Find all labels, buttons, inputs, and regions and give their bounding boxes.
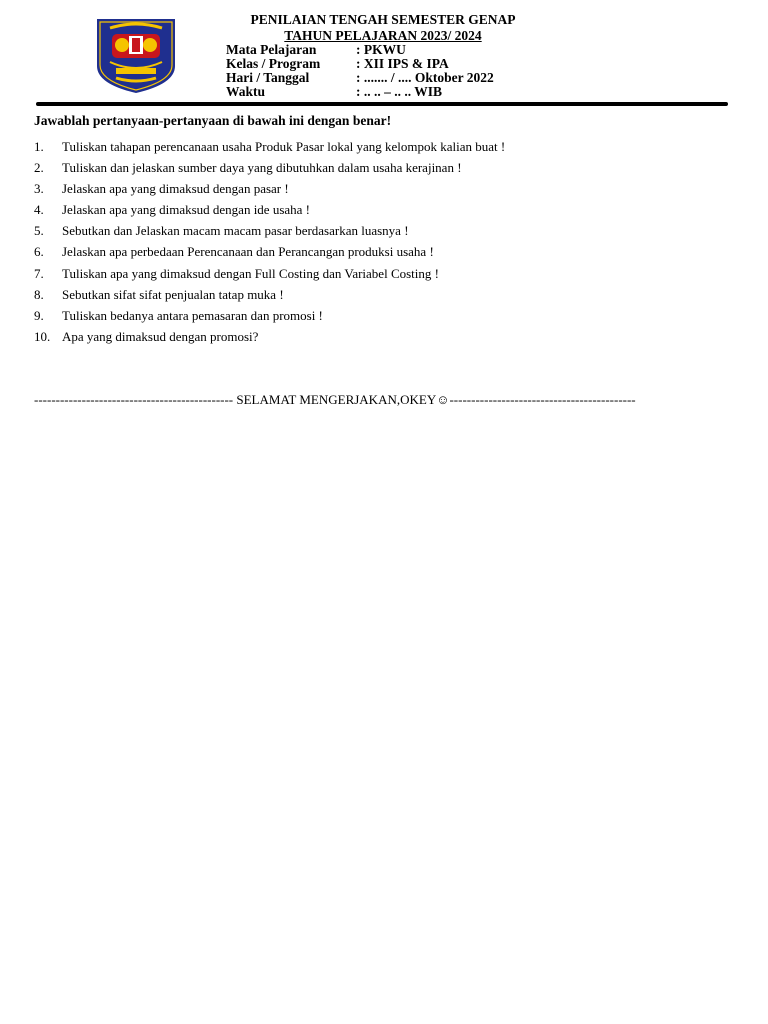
info-row-date <box>226 71 494 85</box>
academic-year: TAHUN PELAJARAN 2023/ 2024 <box>284 28 482 43</box>
question-text: Apa yang dimaksud dengan promosi? <box>62 328 259 344</box>
question-item <box>34 244 505 265</box>
exam-title: PENILAIAN TENGAH SEMESTER GENAP <box>250 12 516 27</box>
question-number: 4. <box>34 202 44 218</box>
question-text: Tuliskan tahapan perencanaan usaha Produk Pasar lokal yang kelompok kalian buat ! <box>62 139 506 154</box>
question-item <box>34 139 505 160</box>
header-divider <box>36 102 728 106</box>
info-value: : .. .. – .. .. WIB <box>356 84 443 99</box>
school-logo <box>96 18 176 94</box>
question-text: Sebutkan sifat sifat penjualan tatap muka ! <box>62 286 284 302</box>
question-item <box>34 329 505 350</box>
question-number: 2. <box>34 160 44 176</box>
question-text: Tuliskan dan jelaskan sumber daya yang dibutuhkan dalam usaha kerajinan ! <box>62 160 462 176</box>
info-row-time <box>226 85 494 99</box>
question-number: 10. <box>34 328 51 344</box>
question-item <box>34 266 505 287</box>
question-item <box>34 202 505 223</box>
info-label: Hari / Tanggal <box>226 70 310 85</box>
question-number: 5. <box>34 223 44 239</box>
question-number: 1. <box>34 139 44 154</box>
question-number: 9. <box>34 307 44 323</box>
question-number: 8. <box>34 286 44 302</box>
question-item <box>34 160 505 181</box>
info-label: Kelas / Program <box>226 56 321 71</box>
question-text: Sebutkan dan Jelaskan macam macam pasar berdasarkan luasnya ! <box>62 223 409 239</box>
info-value: : XII IPS & IPA <box>356 56 449 71</box>
question-number: 6. <box>34 244 44 260</box>
info-label: Mata Pelajaran <box>226 42 317 57</box>
question-item <box>34 181 505 202</box>
info-label: Waktu <box>226 84 266 99</box>
question-number: 3. <box>34 181 44 197</box>
instruction-text: Jawablah pertanyaan-pertanyaan di bawah ini dengan benar! <box>34 113 392 128</box>
closing-message: ---------------------------------------------- SELAMAT MENGERJAKAN,OKEY☺------------------------------------------- <box>34 392 636 407</box>
question-text: Jelaskan apa yang dimaksud dengan pasar ! <box>62 181 289 197</box>
info-row-subject <box>226 43 494 57</box>
question-number: 7. <box>34 265 44 281</box>
question-text: Tuliskan bedanya antara pemasaran dan promosi ! <box>62 307 323 323</box>
question-text: Tuliskan apa yang dimaksud dengan Full Costing dan Variabel Costing ! <box>62 265 439 281</box>
info-row-class <box>226 57 494 71</box>
exam-info <box>226 43 494 99</box>
question-text: Jelaskan apa yang dimaksud dengan ide usaha ! <box>62 202 311 218</box>
question-item <box>34 287 505 308</box>
info-value: : ....... / .... Oktober 2022 <box>356 70 494 85</box>
question-item <box>34 223 505 244</box>
question-item <box>34 308 505 329</box>
info-value: : PKWU <box>356 42 406 57</box>
question-list <box>34 139 505 350</box>
question-text: Jelaskan apa perbedaan Perencanaan dan Perancangan produksi usaha ! <box>62 244 434 260</box>
